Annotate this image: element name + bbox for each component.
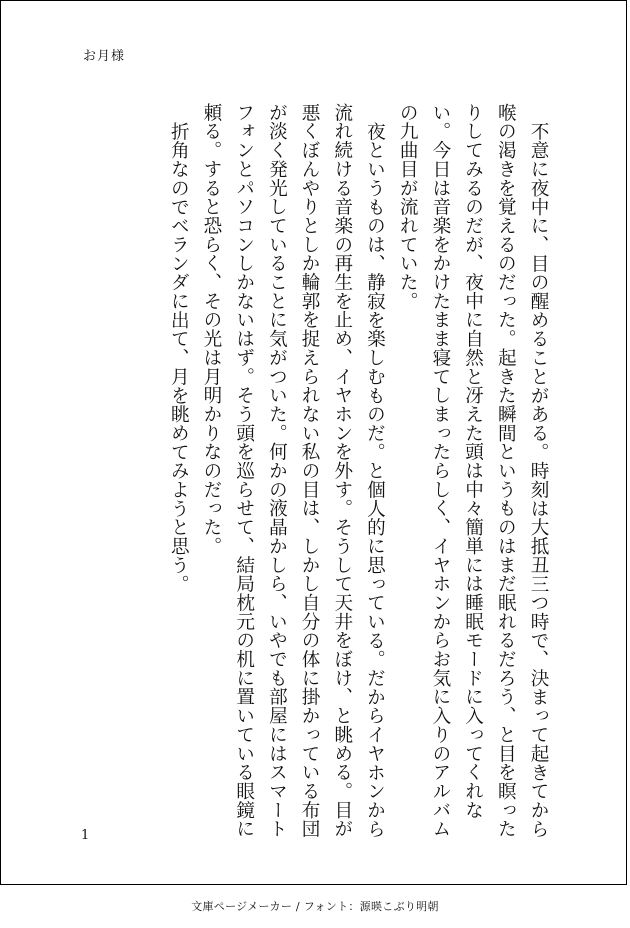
page-number: 1	[81, 828, 90, 843]
body-text	[162, 103, 554, 843]
paragraph-3: 折角なのでベランダに出て、月を眺めてみようと思う。	[168, 121, 190, 593]
paragraph-1: 不意に夜中に、目の醒めることがある。時刻は大抵丑三つ時で、決まって起きてから喉の渇きを覚えるのだった。起きた瞬間というものはまだ眠れるだろう、と目を瞑ったりしてみるのだが、夜中に自然と冴えた頭は中々簡単には睡眠モードに入ってくれない。今日は音楽をかけたまま寝てしまったらしく、イヤホンからお気に入りのアルバムの九曲目が流れていた。	[397, 103, 549, 839]
page-title: お月様	[83, 49, 126, 64]
footer-credit: 文庫ページメーカー / フォント：源暎こぶり明朝	[191, 900, 439, 913]
paragraph-2: 夜というものは、静寂を楽しむものだ。と個人的に思っている。だからイヤホンから流れ続ける音楽の再生を止め、イヤホンを外す。そうして天井をぼけ、と眺める。目が悪くぼんやりとしか輪郭を捉えられない私の目は、しかし自分の体に掛かっている布団が淡く発光していることに気がついた。何かの液晶かしら、いやでも部屋にはスマートフォンとパソコンしかないはず。そう頭を巡らせて、結局枕元の机に置いている眼鏡に頼る。すると恐らく、その光は月明かりなのだった。	[200, 103, 386, 839]
